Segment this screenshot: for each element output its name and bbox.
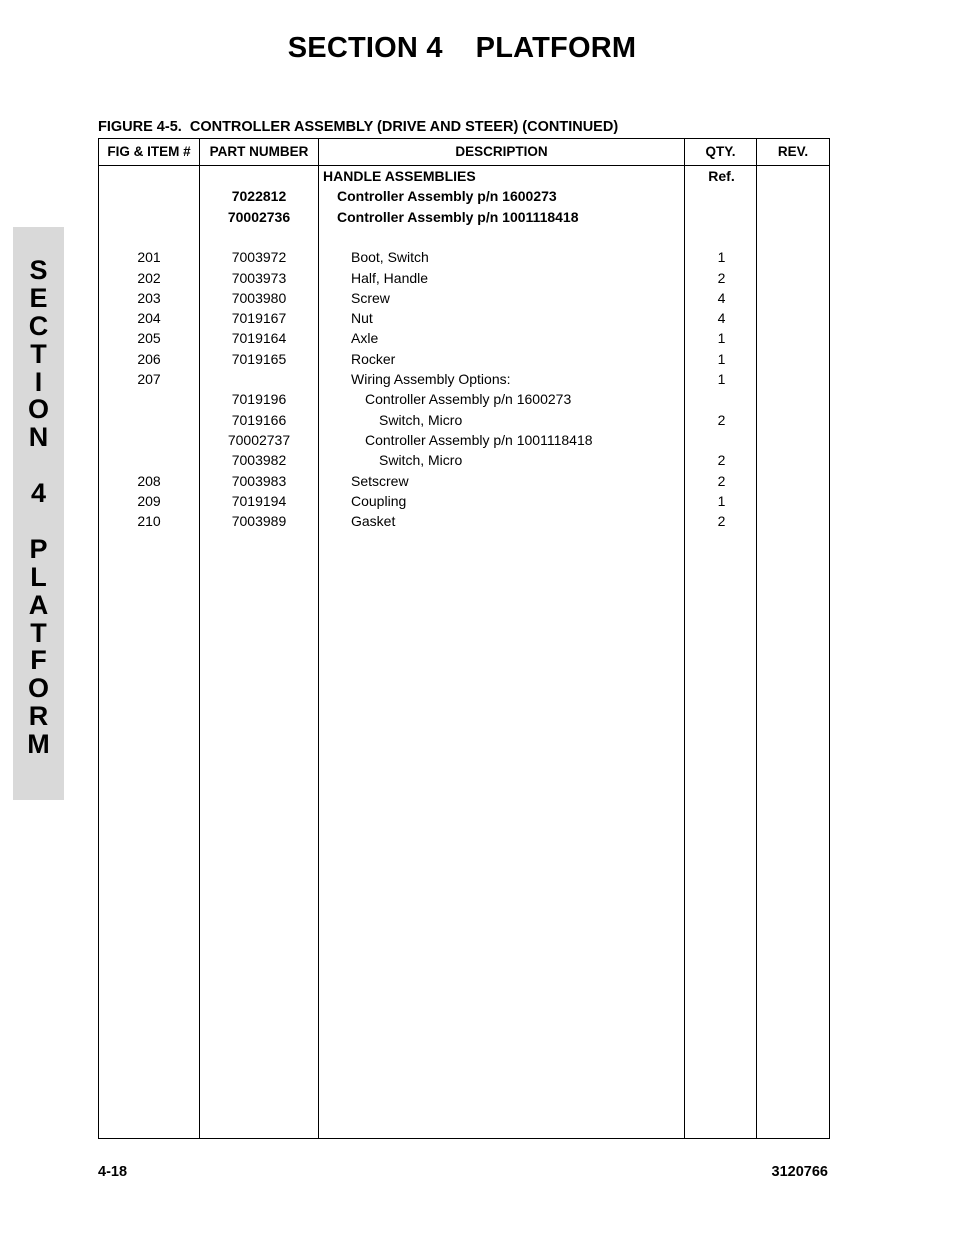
side-tab-letter: I	[34, 366, 43, 397]
description-cell: Rocker	[351, 350, 396, 367]
side-tab-letter	[13, 508, 64, 536]
fig-item-cell: 206	[137, 350, 161, 367]
header-fig-item: FIG & ITEM #	[107, 144, 191, 159]
description-cell: Nut	[351, 310, 373, 327]
fig-item-cell: 208	[137, 472, 161, 489]
part-number-cell: 7003982	[231, 452, 287, 469]
fig-item-cell: 205	[137, 330, 161, 347]
table-row	[99, 328, 829, 348]
table-row	[99, 369, 829, 389]
section-side-tab	[13, 227, 64, 800]
side-tab-letter: L	[30, 561, 47, 592]
header-qty: QTY.	[705, 144, 736, 159]
section-title: SECTION 4 PLATFORM	[287, 32, 637, 64]
part-number-cell: 70002737	[227, 431, 291, 448]
document-number: 3120766	[771, 1164, 828, 1180]
table-row	[99, 349, 829, 369]
table-row	[99, 227, 829, 247]
part-number-cell: 7019194	[231, 492, 287, 509]
part-number-cell: 7003973	[231, 269, 287, 286]
side-tab-letter: M	[27, 729, 50, 760]
description-cell: Setscrew	[351, 472, 409, 489]
side-tab-letter: F	[30, 645, 47, 676]
description-cell: Half, Handle	[351, 269, 429, 286]
fig-item-cell: 204	[137, 310, 161, 327]
side-tab-letter: 4	[30, 478, 47, 509]
fig-item-cell: 210	[137, 513, 161, 530]
part-number-cell: 7003980	[231, 289, 287, 306]
fig-item-cell: 203	[137, 289, 161, 306]
part-number-cell: 7019164	[231, 330, 287, 347]
table-row	[99, 511, 829, 531]
table-row	[99, 166, 829, 186]
description-cell: Switch, Micro	[379, 411, 463, 428]
qty-cell: 1	[717, 492, 726, 509]
qty-cell: 4	[717, 310, 726, 327]
side-tab-letter	[13, 452, 64, 480]
figure-title: FIGURE 4-5. CONTROLLER ASSEMBLY (DRIVE AND STEER) (CONTINUED)	[98, 119, 619, 135]
side-tab-letter: O	[27, 394, 49, 425]
fig-item-cell: 209	[137, 492, 161, 509]
description-cell: Screw	[351, 289, 390, 306]
description-cell: Boot, Switch	[351, 249, 429, 266]
description-cell: Controller Assembly p/n 1001118418	[337, 208, 579, 225]
description-cell: Gasket	[351, 513, 396, 530]
table-row	[99, 491, 829, 511]
qty-cell: 2	[717, 452, 726, 469]
qty-cell: 1	[717, 249, 726, 266]
side-tab-letter: T	[30, 617, 47, 648]
part-number-cell: 7003972	[231, 249, 287, 266]
table-row	[99, 450, 829, 470]
table-row	[99, 308, 829, 328]
part-number-cell: 7003989	[231, 513, 287, 530]
qty-cell: 1	[717, 371, 726, 387]
page-number: 4-18	[98, 1164, 128, 1180]
header-description: DESCRIPTION	[455, 144, 548, 159]
qty-cell: 2	[717, 411, 726, 428]
side-tab-letter: E	[29, 282, 48, 313]
description-cell: HANDLE ASSEMBLIES	[323, 168, 476, 184]
table-row	[99, 471, 829, 491]
qty-cell: Ref.	[708, 168, 735, 184]
side-tab-letter: O	[27, 673, 49, 704]
table-row	[99, 268, 829, 288]
description-cell: Axle	[351, 330, 379, 347]
side-tab-letter: R	[28, 701, 49, 732]
side-tab-letter: P	[29, 533, 48, 564]
part-number-cell: 7019166	[231, 411, 287, 428]
side-tab-letter: T	[30, 338, 47, 369]
fig-item-cell: 201	[137, 249, 161, 266]
qty-cell: 2	[717, 513, 726, 530]
description-cell: Wiring Assembly Options:	[351, 371, 511, 387]
side-tab-letters	[13, 257, 64, 759]
table-row	[99, 430, 829, 450]
side-tab-letter: N	[28, 422, 49, 453]
fig-item-cell: 202	[137, 269, 161, 286]
part-number-cell: 7019167	[231, 310, 287, 327]
header-part-number: PART NUMBER	[209, 144, 309, 159]
table-row	[99, 389, 829, 409]
qty-cell: 2	[717, 472, 726, 489]
side-tab-letter: C	[28, 310, 49, 341]
table-row	[99, 186, 829, 206]
qty-cell: 4	[717, 289, 726, 306]
table-row	[99, 207, 829, 227]
table-row	[99, 247, 829, 267]
description-cell: Controller Assembly p/n 1001118418	[365, 431, 593, 448]
part-number-cell: 7022812	[231, 188, 287, 205]
description-cell: Controller Assembly p/n 1600273	[365, 391, 572, 408]
fig-item-cell: 207	[137, 371, 161, 387]
description-cell: Switch, Micro	[379, 452, 463, 469]
part-number-cell: 7019165	[231, 350, 287, 367]
part-number-cell: 70002736	[227, 208, 291, 225]
qty-cell: 1	[717, 350, 726, 367]
header-rev: REV.	[777, 144, 809, 159]
qty-cell: 2	[717, 269, 726, 286]
qty-cell: 1	[717, 330, 726, 347]
part-number-cell: 7019196	[231, 391, 287, 408]
description-cell: Coupling	[351, 492, 407, 509]
parts-table	[98, 138, 830, 1139]
description-cell: Controller Assembly p/n 1600273	[337, 188, 557, 205]
table-row	[99, 288, 829, 308]
table-row	[99, 410, 829, 430]
side-tab-letter: S	[29, 255, 48, 285]
part-number-cell: 7003983	[231, 472, 287, 489]
side-tab-letter: A	[28, 589, 49, 620]
